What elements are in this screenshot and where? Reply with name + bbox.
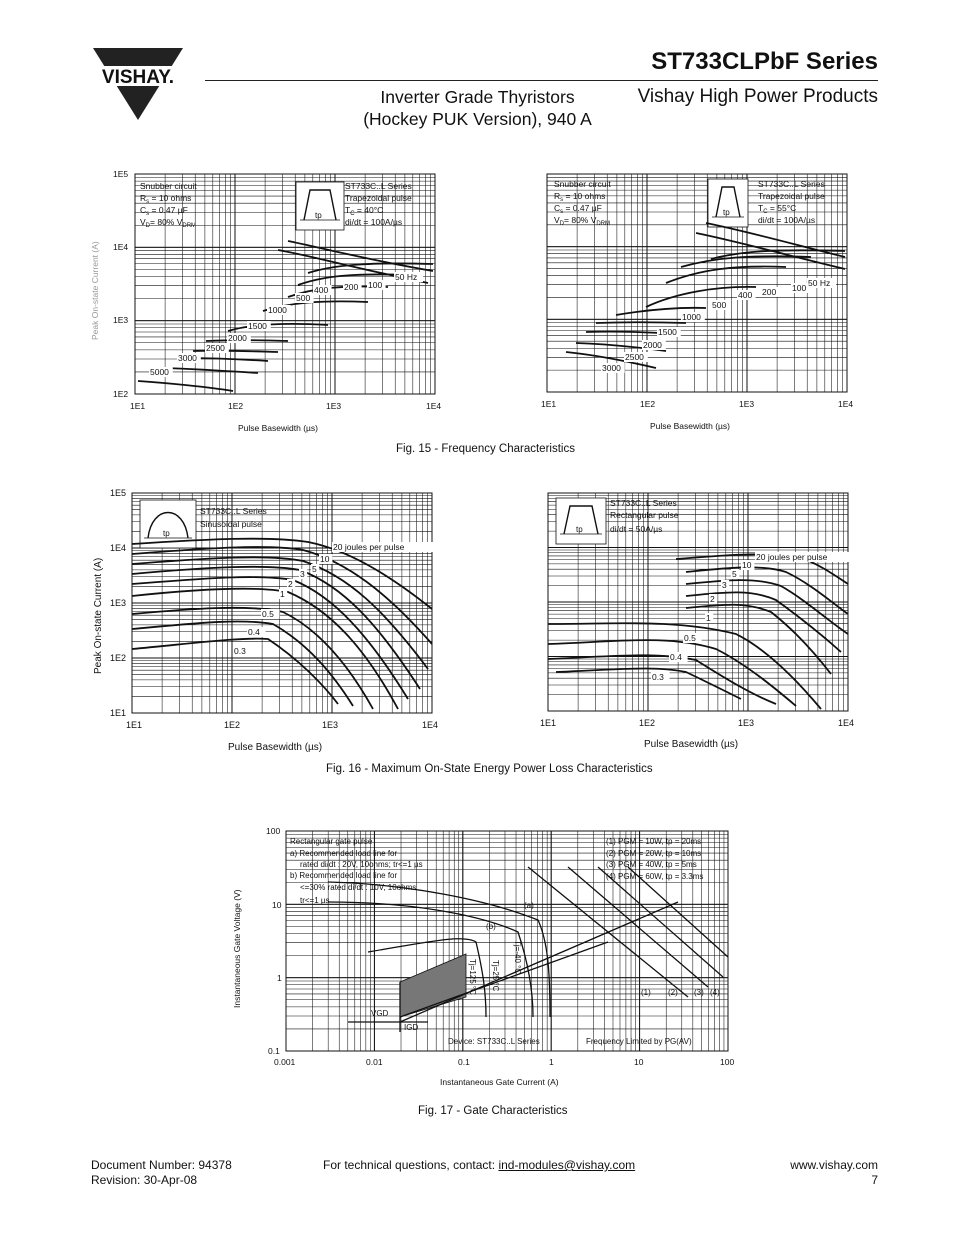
note-text: (2) PGM = 20W, tp = 10ms (606, 849, 702, 858)
pulse-shape-box (556, 498, 606, 544)
xtick: 1E1 (130, 401, 146, 411)
curve-label: 50 Hz (808, 278, 831, 288)
note-text: <=30% rated di/dt : 10V, 10ohms (300, 883, 417, 892)
x-axis-label: Instantaneous Gate Current (A) (440, 1077, 559, 1087)
chart-curve (598, 867, 723, 977)
chart-curve (132, 577, 408, 699)
ytick: 1E2 (110, 653, 127, 663)
xtick: 1E1 (540, 718, 557, 728)
x-axis-label: Pulse Basewidth (µs) (238, 423, 319, 433)
footer-right (790, 1158, 878, 1188)
ytick: 1E4 (110, 543, 127, 553)
page-number: 7 (871, 1173, 878, 1187)
xtick: 1E1 (541, 399, 557, 409)
tj-label: Tj=125 °C (468, 959, 477, 995)
ytick: 0.1 (268, 1046, 280, 1056)
y-axis-label: Instantaneous Gate Voltage (V) (232, 889, 242, 1008)
curve-label: 1 (280, 589, 285, 599)
curve-label: 1500 (248, 321, 267, 331)
xtick: 0.001 (274, 1057, 296, 1067)
ytick: 1E3 (113, 315, 129, 325)
legend-text: Trapezoidal pulse (758, 191, 825, 201)
product-description (350, 86, 605, 130)
legend-text: $T_C = 55^\circ C$ (758, 203, 797, 215)
curve-label: 2500 (206, 343, 225, 353)
page-title: ST733CLPbF Series (651, 48, 878, 75)
xtick: 0.01 (366, 1057, 383, 1067)
contact-prefix: For technical questions, contact: (323, 1158, 499, 1172)
ytick: 10 (272, 900, 282, 910)
legend-text: Sinusoidal pulse (200, 519, 262, 529)
ytick: 1E4 (113, 242, 129, 252)
x-axis-label: Pulse Basewidth (µs) (650, 421, 731, 431)
curve-label: 500 (712, 300, 727, 310)
xtick: 1E3 (738, 718, 755, 728)
note-text: b) Recommended load line for (290, 871, 398, 880)
legend-text: $V_D= 80\%$ $V_{DRM}$ (554, 215, 611, 227)
curve-label: 200 (762, 287, 777, 297)
curve-label: 3 (300, 569, 305, 579)
curve-label: 100 (792, 283, 807, 293)
x-axis-label: Pulse Basewidth (µs) (228, 742, 323, 753)
label-a: (a) (524, 901, 534, 910)
curve-label: 2 (710, 594, 715, 604)
ytick: 100 (266, 826, 281, 836)
xtick: 1E3 (322, 720, 339, 730)
chart-curve (132, 621, 353, 706)
xtick: 0.1 (458, 1057, 470, 1067)
vishay-logo (88, 44, 188, 124)
xtick: 1E3 (739, 399, 755, 409)
tj-label: Tj=-40 °C (513, 940, 522, 975)
legend-text: di/dt = 100A/µs (758, 215, 816, 225)
curve-label: 10 (320, 554, 330, 564)
note-text: (3) PGM = 40W, tp = 5ms (606, 860, 697, 869)
curve-label: 2000 (228, 333, 247, 343)
xtick: 100 (720, 1057, 735, 1067)
tj-label: Tj=25 °C (491, 960, 500, 992)
curve-label: 3000 (178, 353, 197, 363)
legend-text: ST733C..L Series (758, 179, 825, 189)
ytick: 1E5 (113, 169, 129, 179)
legend-text: Rectangular pulse (610, 510, 679, 520)
xtick: 1E4 (838, 399, 854, 409)
fig15-left-chart (88, 165, 448, 440)
device-label: Device: ST733C..L Series (448, 1037, 540, 1046)
curve-label: 0.3 (652, 672, 664, 682)
legend-text: ST733C..L Series (610, 498, 677, 508)
legend-text: $V_D= 80\%$ $V_{DRM}$ (140, 217, 197, 229)
fig15-caption: Fig. 15 - Frequency Characteristics (396, 443, 575, 455)
curve-label: 2500 (625, 352, 644, 362)
vgd-label: VGD (371, 1009, 389, 1018)
xtick: 1E3 (326, 401, 342, 411)
xtick: 1E2 (640, 399, 656, 409)
legend-text: ST733C..L Series (345, 181, 412, 191)
legend-text: $R_s = 10$ ohms (554, 191, 606, 203)
xtick: 1 (549, 1057, 554, 1067)
curve-label: 20 joules per pulse (756, 552, 828, 562)
igd-label: IGD (404, 1023, 419, 1032)
xtick: 1E1 (126, 720, 143, 730)
xtick: 1E2 (228, 401, 244, 411)
xtick: 1E2 (224, 720, 241, 730)
chart-curve (400, 902, 678, 1022)
document-number: Document Number: 94378 (91, 1158, 232, 1172)
xtick: 1E4 (422, 720, 439, 730)
chart-curve (666, 267, 786, 283)
legend-text: $C_s = 0.47$ µF (554, 203, 602, 215)
legend-text: Snubber circuit (554, 179, 611, 189)
fig17-caption: Fig. 17 - Gate Characteristics (418, 1105, 568, 1117)
curve-label: 100 (368, 280, 383, 290)
chart-curve (132, 567, 420, 689)
ytick: 1E3 (110, 598, 127, 608)
contact-email-link[interactable]: ind-modules@vishay.com (498, 1158, 636, 1172)
xtick: 10 (634, 1057, 644, 1067)
legend-text: $T_C = 40^\circ C$ (345, 205, 384, 217)
pgm-label: (4) (710, 988, 720, 997)
legend-text: $C_s = 0.47$ µF (140, 205, 188, 217)
legend-text: ST733C..L Series (200, 506, 267, 516)
pgm-label: (1) (641, 988, 651, 997)
xtick: 1E2 (639, 718, 656, 728)
note-text: a) Recommended load line for (290, 849, 398, 858)
curve-label: 500 (296, 293, 311, 303)
curve-label: 0.4 (248, 627, 260, 637)
legend-text: di/dt = 50A/µs (610, 524, 663, 534)
ytick: 1E5 (110, 488, 127, 498)
chart-curve (138, 381, 233, 391)
ytick: 1E1 (110, 708, 127, 718)
curve-label: 1500 (658, 327, 677, 337)
curve-label: 0.3 (234, 646, 246, 656)
curve-label: 1000 (682, 312, 701, 322)
fig15-right-chart (536, 165, 866, 440)
chart-curve (162, 368, 258, 373)
pulse-shape-box (296, 182, 344, 230)
chart-curve (132, 589, 398, 709)
curve-label: 5 (732, 569, 737, 579)
x-axis-label: Pulse Basewidth (µs) (644, 739, 739, 750)
note-text: (1) PGM = 10W, tp = 20ms (606, 837, 702, 846)
note-text: rated di/dt : 20V, 10ohms; tr<=1 µs (300, 860, 423, 869)
curve-label: 3 (722, 580, 727, 590)
pgm-label: (3) (694, 988, 704, 997)
header-rule (205, 80, 878, 81)
legend-text: Snubber circuit (140, 181, 197, 191)
legend-text: $R_s = 10$ ohms (140, 193, 192, 205)
y-axis-label: Peak On-state Current (A) (93, 557, 104, 674)
fig16-caption: Fig. 16 - Maximum On-State Energy Power Loss Characteristics (326, 763, 653, 775)
curve-label: 5 (312, 564, 317, 574)
tp-label: tp (315, 211, 322, 220)
note-text: tr<=1 µs (300, 896, 330, 905)
fig16-right-chart (536, 484, 866, 761)
ytick: 1E2 (113, 389, 129, 399)
subtitle-line-2: (Hockey PUK Version), 940 A (363, 109, 592, 129)
curve-label: 200 (344, 282, 359, 292)
xtick: 1E4 (426, 401, 442, 411)
fig16-left-chart (88, 484, 448, 761)
product-line: Vishay High Power Products (637, 86, 878, 107)
curve-label: 20 joules per pulse (333, 542, 405, 552)
tp-label: tp (163, 529, 170, 538)
fig17-chart (228, 822, 738, 1099)
tp-label: tp (576, 525, 583, 534)
chart-curve (568, 867, 708, 987)
note-text: Rectangular gate pulse (290, 837, 373, 846)
curve-label: 400 (314, 285, 329, 295)
curve-label: 2 (288, 579, 293, 589)
footer-contact (323, 1158, 635, 1173)
curve-label: 2000 (643, 340, 662, 350)
footer-left (91, 1158, 232, 1188)
brand-text: VISHAY. (101, 67, 175, 88)
curve-label: 10 (742, 560, 752, 570)
chart-curve (596, 322, 686, 323)
curve-label: 1000 (268, 305, 287, 315)
curve-label: 5000 (150, 367, 169, 377)
note-text: (4) PGM = 60W, tp = 3.3ms (606, 872, 704, 881)
legend-text: di/dt = 100A/µs (345, 217, 403, 227)
y-axis-label: Peak On-state Current (A) (90, 241, 100, 340)
xtick: 1E4 (838, 718, 855, 728)
curve-label: 400 (738, 290, 753, 300)
curve-label: 0.4 (670, 652, 682, 662)
curve-label: 3000 (602, 363, 621, 373)
curve-label: 50 Hz (395, 272, 418, 282)
website: www.vishay.com (790, 1158, 878, 1172)
pgm-label: (2) (668, 988, 678, 997)
curve-label: 0.5 (684, 633, 696, 643)
curve-label: 1 (706, 613, 711, 623)
curve-label: 0.5 (262, 609, 274, 619)
subtitle-line-1: Inverter Grade Thyristors (380, 87, 575, 107)
pulse-shape-box (708, 179, 748, 227)
tp-label: tp (723, 208, 730, 217)
freq-limit-label: Frequency Limited by PG(AV) (586, 1037, 692, 1046)
revision: Revision: 30-Apr-08 (91, 1173, 198, 1187)
ytick: 1 (277, 973, 282, 983)
label-b: (b) (486, 922, 496, 931)
legend-text: Trapezoidal pulse (345, 193, 412, 203)
